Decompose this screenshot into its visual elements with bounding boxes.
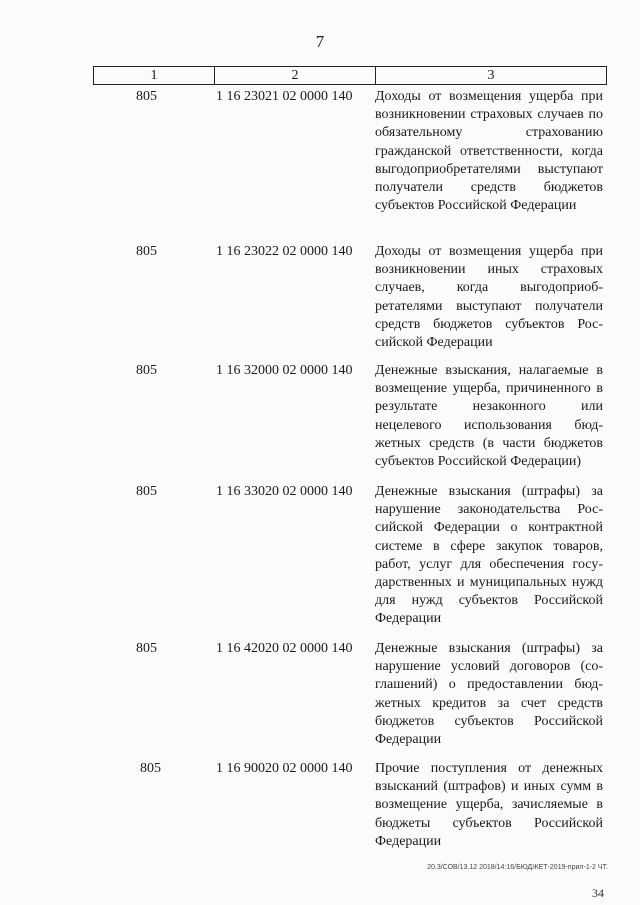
table-header [93,66,607,85]
revenue-description: Денежные взыскания (штрафы) за нарушение условий договоров (соглашений) о предоставлении бюджетных кредитов за счет средств бюджетов субъектов Российской Федерации [375,641,603,748]
revenue-code: 1 16 23021 02 0000 140 [216,89,353,104]
corner-page-mark: 34 [592,886,604,900]
revenue-code: 1 16 90020 02 0000 140 [216,761,353,776]
revenue-description: Денежные взыскания (штрафы) за нарушение законодательства Российской Федерации о контрактной системе в сфере закупок товаров, работ, услуг для обеспечения государственных и муниципальных нужд для нужд субъектов Российской Федерации [375,484,603,627]
revenue-description: Денежные взыскания, налагаемые в возмещение ущерба, причиненного в результате незаконного или нецелевого использования бюджетных средств (в части бюджетов субъектов Российской Федерации) [375,363,603,470]
revenue-code: 1 16 33020 02 0000 140 [216,484,353,499]
admin-code: 805 [136,244,157,259]
admin-code: 805 [136,89,157,104]
page-number: 7 [315,32,325,51]
admin-code: 805 [140,761,161,776]
document-reference: 20.3/СОВ/13.12 2018/14:16/БЮДЖЕТ-2019-прил-1-2 ЧТ. [427,864,608,871]
revenue-code: 1 16 23022 02 0000 140 [216,244,353,259]
revenue-description: Прочие поступления от денежных взысканий (штрафов) и иных сумм в возмещение ущерба, зачисляемые в бюджеты субъектов Российской Федерации [375,761,603,849]
admin-code: 805 [136,641,157,656]
header-col-3: 3 [487,67,495,83]
header-col-1: 1 [94,67,215,84]
header-col-2: 2 [215,67,376,84]
admin-code: 805 [136,363,157,378]
revenue-code: 1 16 42020 02 0000 140 [216,641,353,656]
revenue-description: Доходы от возмещения ущерба при возникновении иных страховых случаев, когда выгодоприобретателями выступают получатели средств бюджетов субъектов Российской Федерации [375,244,603,351]
revenue-code: 1 16 32000 02 0000 140 [216,363,353,378]
revenue-description: Доходы от возмещения ущерба при возникновении страховых случаев по обязательному страхованию гражданской ответственности, когда выгодоприобретателями выступают получатели средств бюджетов субъектов Российской Федерации [375,89,603,214]
admin-code: 805 [136,484,157,499]
